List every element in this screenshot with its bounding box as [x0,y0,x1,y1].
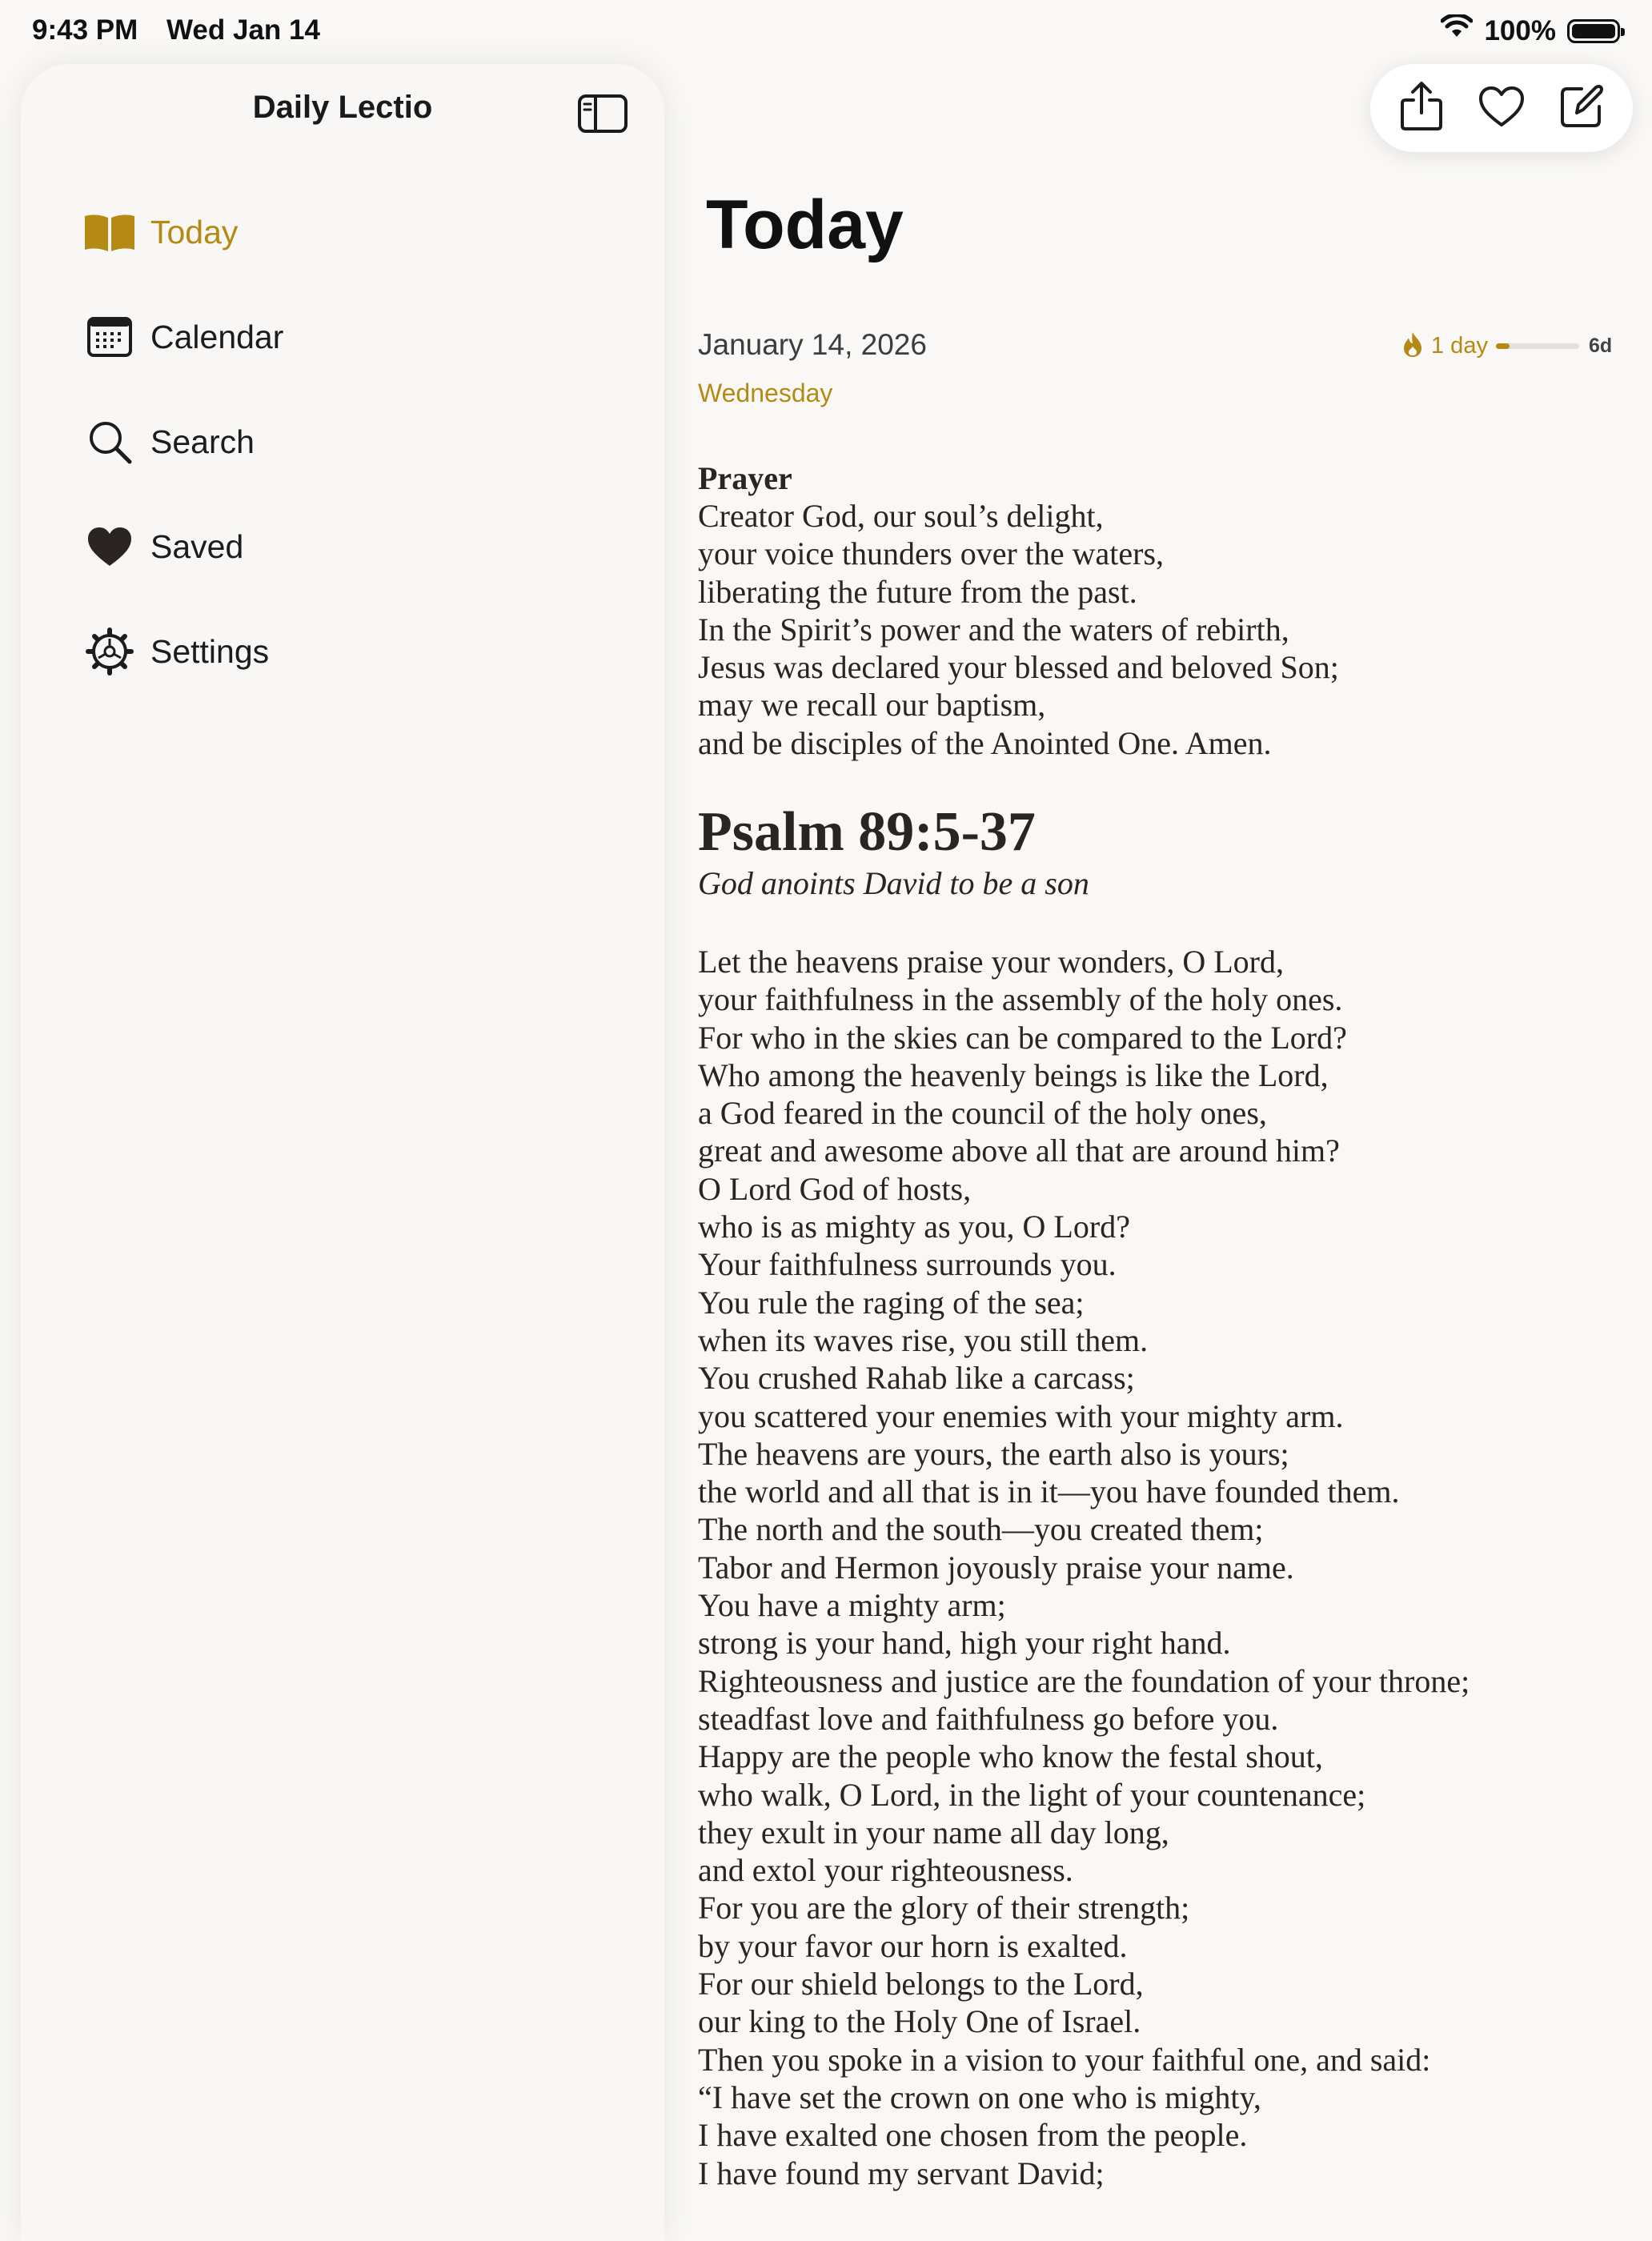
psalm-line: who is as mighty as you, O Lord? [698,1209,1130,1245]
prayer-line: liberating the future from the past. [698,573,1137,610]
status-bar [0,0,1652,64]
prayer-text [698,497,1339,762]
page-title: Today [706,186,904,263]
psalm-line: they exult in your name all day long, [698,1814,1169,1850]
psalm-line: your faithfulness in the assembly of the holy ones. [698,981,1343,1018]
sidebar-item-today[interactable] [82,200,594,264]
psalm-line: steadfast love and faithfulness go before you. [698,1700,1279,1737]
heart-outline-icon [1478,85,1526,132]
sidebar-title: Daily Lectio [252,90,433,125]
psalm-line: Your faithfulness surrounds you. [698,1246,1117,1283]
sidebar-item-calendar[interactable] [82,305,594,369]
compose-button[interactable] [1550,76,1614,140]
prayer-line: Creator God, our soul’s delight, [698,498,1104,534]
book-open-icon [82,204,138,260]
battery-percent: 100% [1484,14,1556,46]
streak-goal: 6d [1588,334,1613,357]
toolbar-actions [1370,64,1633,152]
sidebar-toggle-button[interactable] [575,90,631,138]
psalm-line: strong is your hand, high your right hand. [698,1625,1231,1662]
streak-progress-bar [1496,343,1579,349]
psalm-subtitle: God anoints David to be a son [698,865,1089,901]
status-left [32,14,341,46]
flame-icon [1402,331,1423,362]
psalm-line: For who in the skies can be compared to the Lord? [698,1019,1347,1056]
prayer-line: may we recall our baptism, [698,687,1046,724]
prayer-line: and be disciples of the Anointed One. Amen. [698,724,1272,761]
battery-icon [1567,19,1620,43]
psalm-line: Let the heavens praise your wonders, O Lord, [698,944,1284,980]
psalm-line: For you are the glory of their strength; [698,1890,1190,1926]
share-button[interactable] [1389,76,1454,140]
status-right [1441,14,1620,47]
psalm-line: our king to the Holy One of Israel. [698,2003,1141,2040]
sidebar-item-search[interactable] [82,410,594,474]
psalm-text [698,943,1470,2192]
calendar-icon [82,309,138,365]
psalm-line: the world and all that is in it—you have founded them. [698,1473,1400,1510]
psalm-line: when its waves rise, you still them. [698,1321,1149,1358]
psalm-line: you scattered your enemies with your mighty arm. [698,1397,1344,1434]
psalm-line: Who among the heavenly beings is like the Lord, [698,1056,1329,1093]
search-icon [82,414,138,470]
psalm-line: The north and the south—you created them; [698,1511,1264,1548]
heart-filled-icon [82,519,138,575]
psalm-line: O Lord God of hosts, [698,1170,972,1207]
sidebar-item-label: Today [150,213,239,251]
reading-date: January 14, 2026 [698,328,927,361]
favorite-button[interactable] [1470,76,1534,140]
psalm-line: Righteousness and justice are the foundation of your throne; [698,1662,1470,1699]
psalm-line: You rule the raging of the sea; [698,1284,1085,1321]
psalm-line: For our shield belongs to the Lord, [698,1966,1144,2002]
reading-weekday: Wednesday [698,379,833,407]
sidebar-toggle-icon [575,127,631,141]
psalm-line: I have exalted one chosen from the people. [698,2117,1248,2154]
sidebar-item-label: Saved [150,527,244,565]
psalm-line: a God feared in the council of the holy ones, [698,1095,1267,1132]
status-date: Wed Jan 14 [166,14,320,46]
psalm-line: and extol your righteousness. [698,1852,1073,1889]
sidebar-item-settings[interactable] [82,619,594,684]
streak-progress-fill [1496,343,1510,349]
prayer-heading: Prayer [698,460,792,496]
psalm-line: I have found my servant David; [698,2155,1105,2191]
psalm-line: “I have set the crown on one who is mighty, [698,2079,1261,2115]
sidebar-item-label: Calendar [150,318,284,355]
psalm-line: Tabor and Hermon joyously praise your name. [698,1549,1294,1586]
psalm-line: Happy are the people who know the festal shout, [698,1738,1323,1775]
streak-indicator [1402,330,1634,362]
psalm-line: by your favor our horn is exalted. [698,1927,1128,1964]
psalm-line: great and awesome above all that are around him? [698,1133,1340,1169]
compose-icon [1558,82,1606,134]
prayer-line: your voice thunders over the waters, [698,535,1165,572]
psalm-line: The heavens are yours, the earth also is yours; [698,1435,1289,1472]
streak-label: 1 day [1431,332,1488,359]
sidebar-item-label: Search [150,423,255,460]
prayer-line: Jesus was declared your blessed and beloved Son; [698,649,1339,686]
psalm-line: You have a mighty arm; [698,1587,1006,1624]
psalm-reference: Psalm 89:5-37 [698,801,1036,863]
psalm-line: who walk, O Lord, in the light of your countenance; [698,1776,1366,1813]
status-time: 9:43 PM [32,14,138,46]
sidebar [21,64,664,2241]
battery-fill [1572,24,1615,38]
psalm-line: You crushed Rahab like a carcass; [698,1360,1135,1397]
gear-icon [82,623,138,680]
prayer-line: In the Spirit’s power and the waters of rebirth, [698,611,1289,647]
sidebar-item-label: Settings [150,632,270,670]
sidebar-item-saved[interactable] [82,515,594,579]
share-icon [1399,81,1444,136]
psalm-line: Then you spoke in a vision to your faithful one, and said: [698,2041,1431,2078]
wifi-icon [1441,14,1473,47]
